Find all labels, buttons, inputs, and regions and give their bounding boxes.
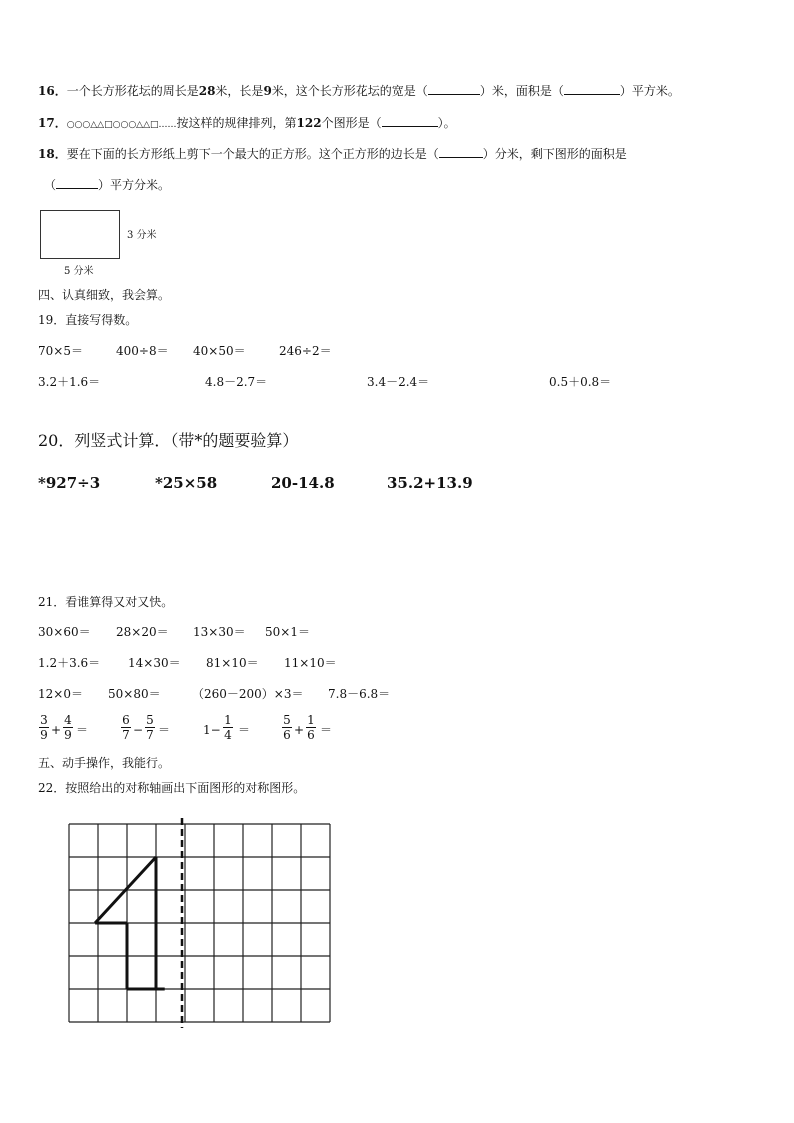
question-text: ）分米，剩下图形的面积是 [482,147,627,161]
question-text: 一个长方形花坛的周长是 [66,84,199,98]
numerator: 3 [40,713,48,727]
question-text: ）。 [437,116,456,130]
q21-item: 14×30＝ [128,656,181,670]
q21-item: 1.2＋3.6＝ [38,656,101,670]
fraction [63,713,73,742]
symmetry-grid[interactable] [60,815,345,1035]
denominator: 6 [283,728,291,742]
q21-item: 7.8－6.8＝ [328,687,391,701]
answer-blank-shape[interactable] [382,115,438,127]
operator: − [133,723,144,737]
answer-blank-side[interactable] [439,146,483,158]
question-18 [38,146,627,162]
question-text: 要在下面的长方形纸上剪下一个最大的正方形。这个正方形的边长是（ [66,147,439,161]
q21-item: 50×80＝ [108,687,161,701]
q19-item: 246÷2＝ [279,344,332,358]
equals-sign: ＝ [158,723,171,737]
answer-blank-area[interactable] [564,83,620,95]
q19-item: 0.5＋0.8＝ [549,375,612,389]
numerator: 6 [122,713,130,727]
question-16 [38,83,680,99]
q20-item: 20-14.8 [271,474,335,492]
operator: + [294,723,305,737]
q21-item: 13×30＝ [193,625,246,639]
q19-item: 3.4－2.4＝ [367,375,430,389]
question-text: 米，长是 [215,84,264,98]
length-value: 9 [263,84,272,98]
shape-sequence: ○○○△△□○○○△△□…… [66,120,177,130]
q19-item: 3.2＋1.6＝ [38,375,101,389]
fraction [39,713,49,742]
perimeter-value: 28 [198,84,216,98]
q19-item: 4.8－2.7＝ [205,375,268,389]
q19-item: 40×50＝ [193,344,246,358]
numerator: 5 [283,713,291,727]
question-text: ）平方分米。 [98,178,171,192]
question-text: ）米，面积是（ [479,84,564,98]
answer-blank-remaining-area[interactable] [56,177,98,189]
q21-item: 12×0＝ [38,687,83,701]
numerator: 4 [64,713,72,727]
fraction [306,713,316,742]
rectangle-paper [40,210,120,259]
numerator: 1 [307,713,315,727]
q19-item: 70×5＝ [38,344,83,358]
section-5-title: 五、动手操作，我能行。 [38,756,171,770]
q20-item: *927÷3 [38,474,101,492]
question-text: （ [44,178,57,192]
denominator: 6 [307,728,315,742]
denominator: 9 [40,728,48,742]
denominator: 4 [224,728,232,742]
q21-item: 30×60＝ [38,625,91,639]
side-label: 3 分米 [127,230,157,241]
q21-item: 50×1＝ [265,625,310,639]
whole-number-minus: 1− [203,723,221,737]
fraction [282,713,292,742]
question-number: 16． [38,84,67,98]
q19-item: 400÷8＝ [116,344,169,358]
denominator: 7 [122,728,130,742]
numerator: 1 [224,713,232,727]
fraction [145,713,155,742]
equals-sign: ＝ [76,723,89,737]
question-17 [38,115,456,133]
denominator: 9 [64,728,72,742]
operator: + [51,723,62,737]
q21-item: 11×10＝ [284,656,337,670]
question-22-title: 22．按照给出的对称轴画出下面图形的对称图形。 [38,781,306,795]
question-number: 18． [38,147,67,161]
equals-sign: ＝ [320,723,333,737]
question-text: 米，这个长方形花坛的宽是（ [271,84,428,98]
fraction [223,713,233,742]
question-20-title: 20．列竖式计算．（带*的题要验算） [38,431,299,450]
question-number: 17． [38,116,67,130]
equals-sign: ＝ [238,723,251,737]
position-value: 122 [296,116,322,130]
question-text: 个图形是（ [321,116,382,130]
bottom-label: 5 分米 [64,266,94,277]
fraction [121,713,131,742]
q20-item: 35.2+13.9 [387,474,473,492]
question-18-line2 [44,177,170,193]
section-4-title: 四、认真细致，我会算。 [38,288,171,302]
question-21-title: 21．看谁算得又对又快。 [38,595,174,609]
q20-item: *25×58 [155,474,218,492]
answer-blank-width[interactable] [428,83,480,95]
q21-item: （260－200）×3＝ [192,687,304,701]
q21-item: 81×10＝ [206,656,259,670]
numerator: 5 [146,713,154,727]
q21-item: 28×20＝ [116,625,169,639]
question-text: ）平方米。 [619,84,680,98]
question-19-title: 19．直接写得数。 [38,313,138,327]
denominator: 7 [146,728,154,742]
question-text: 按这样的规律排列，第 [176,116,297,130]
